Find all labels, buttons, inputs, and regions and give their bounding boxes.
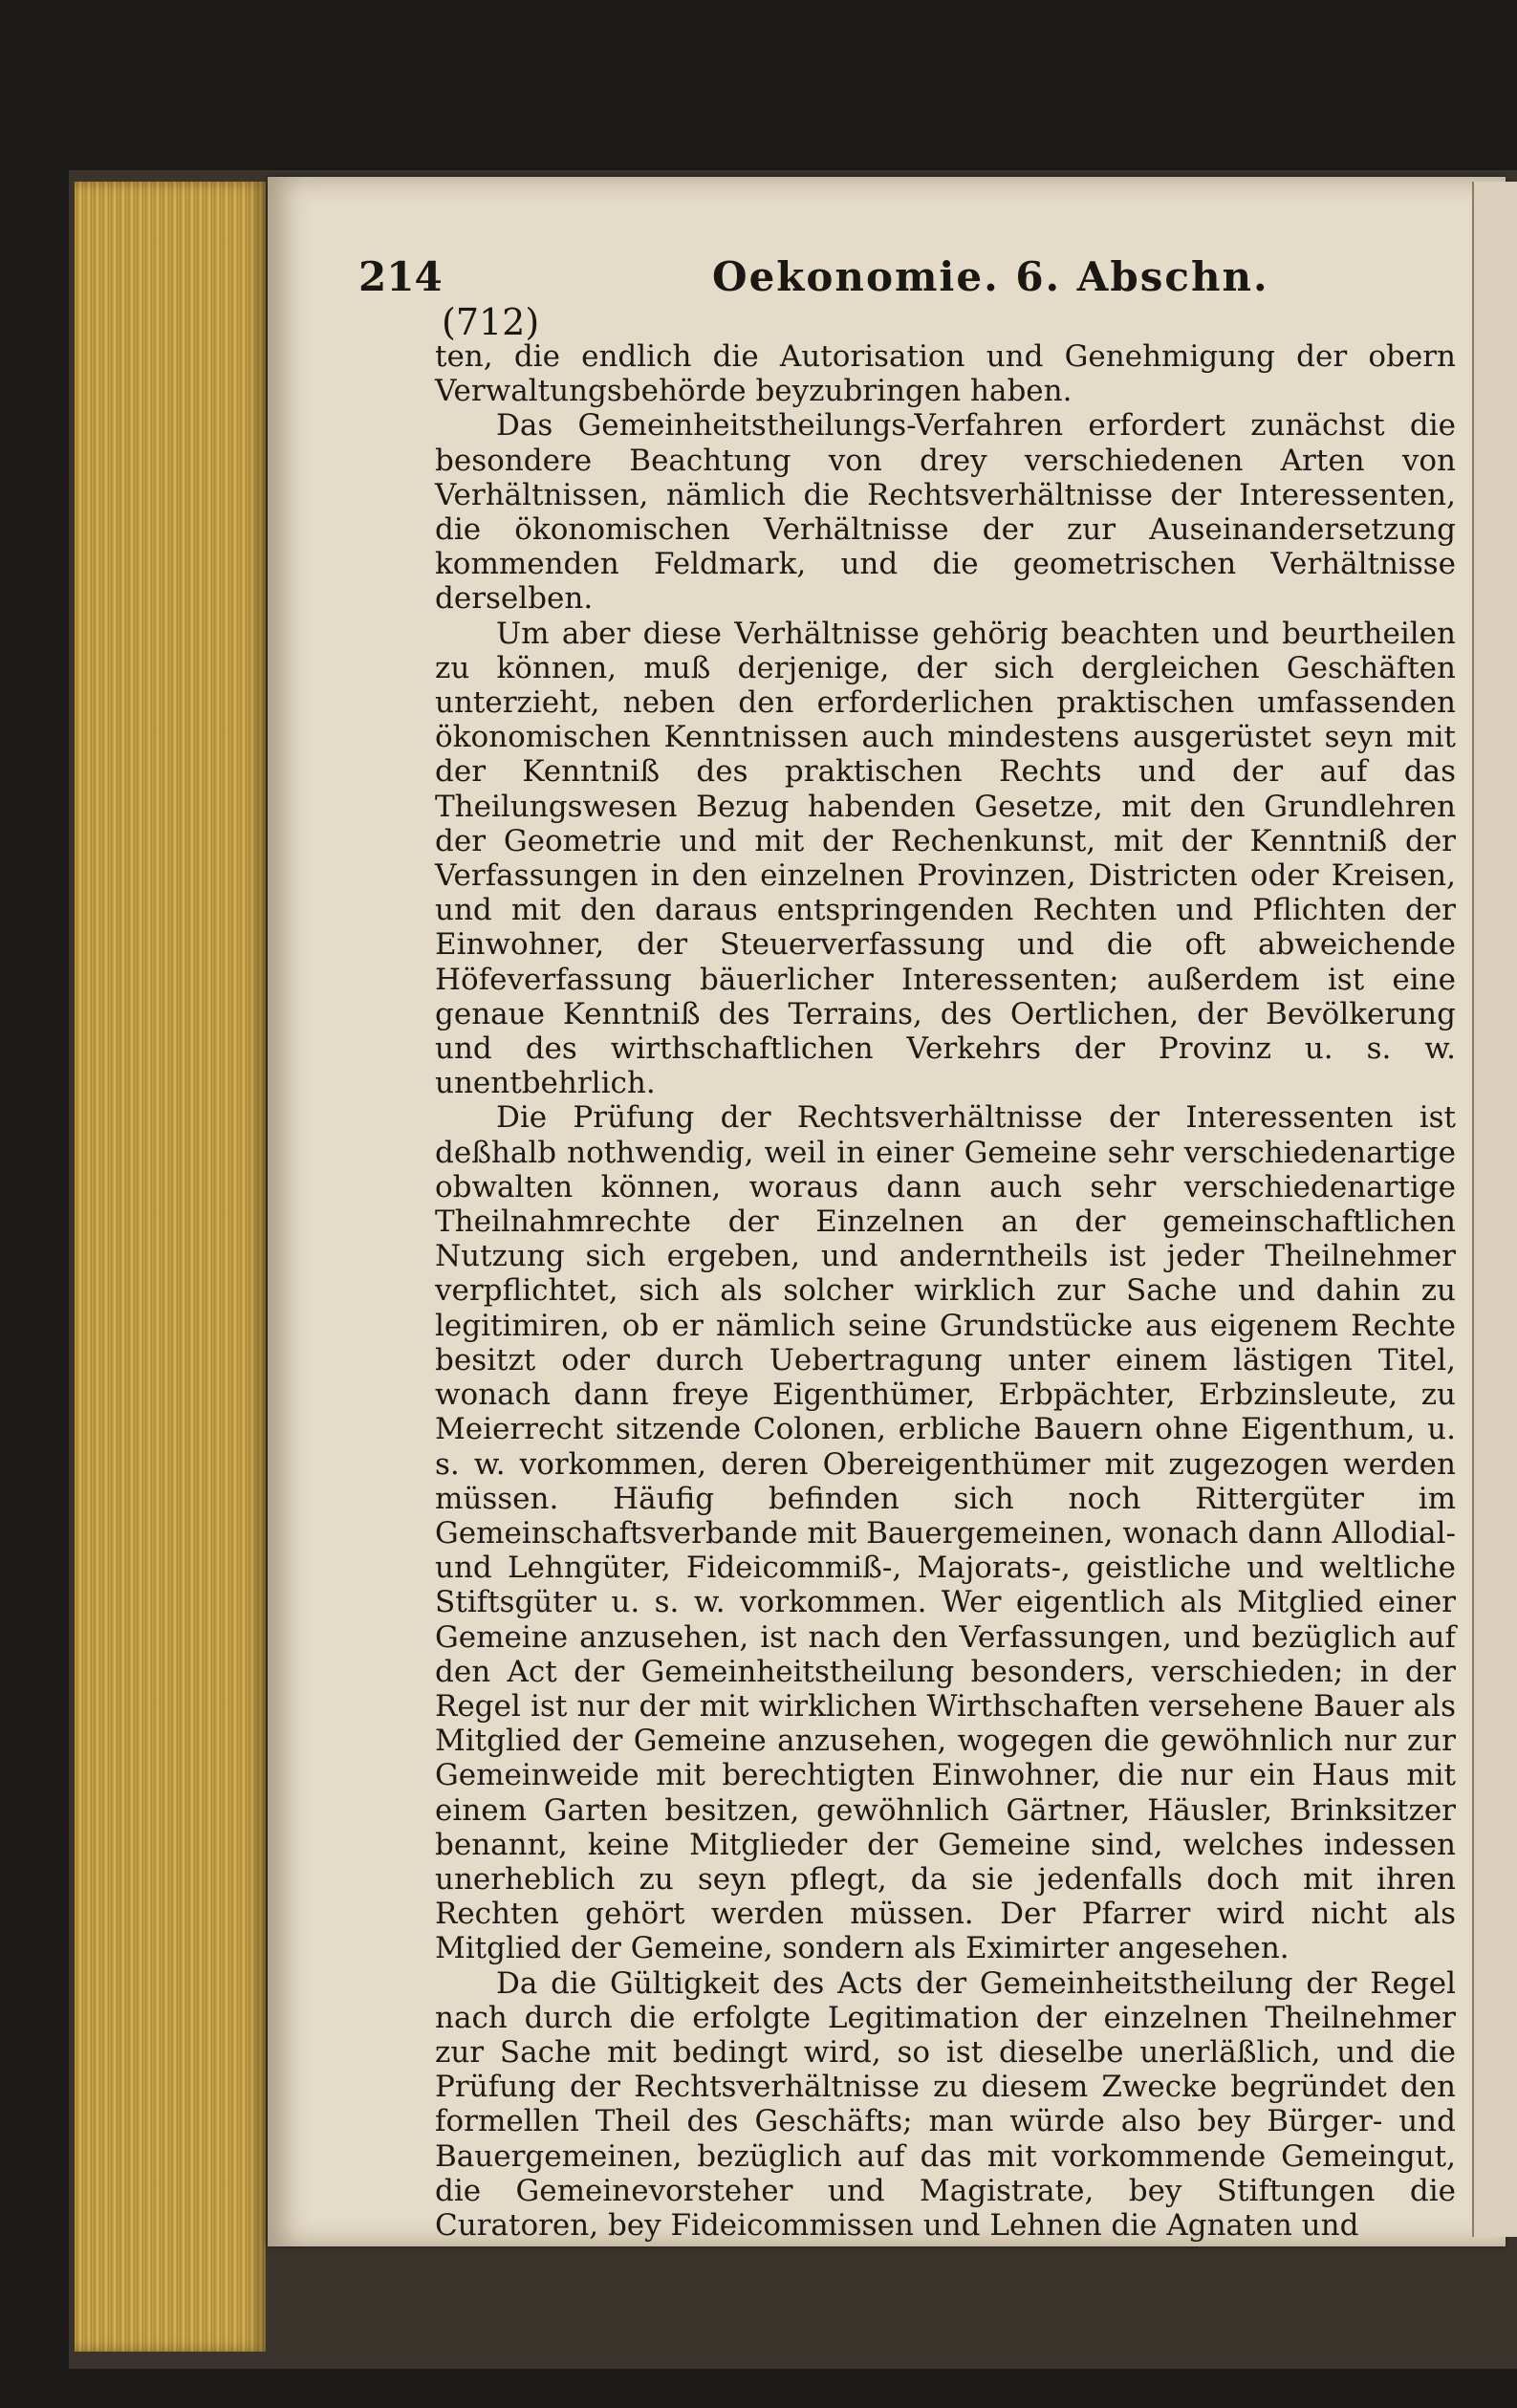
running-title: Oekonomie. 6. Abschn. — [712, 253, 1269, 300]
paragraph-3: Um aber diese Verhältnisse gehörig beachten und beurtheilen zu können, muß derjenige, der sich dergleichen Geschäften unterzieht, neben den erforderlichen praktischen umfassenden ökonomischen Kenntnissen auch mindestens ausgerüstet seyn mit der Kenntniß des praktischen Rechts und der auf das Theilungswesen Bezug habenden Gesetze, mit den Grundlehren der Geometrie und mit der Rechenkunst, mit der Kenntniß der Verfassungen in den einzelnen Provinzen, Districten oder Kreisen, und mit den daraus entspringenden Rechten und Pflichten der Einwohner, der Steuerverfassung und die oft abweichende Höfeverfassung bäuerlicher Interessenten; außerdem ist eine genaue Kenntniß des Terrains, des Oertlichen, der Bevölkerung und des wirthschaftlichen Verkehrs der Provinz u. s. w. unentbehrlich. — [435, 616, 1456, 1101]
paragraph-4: Die Prüfung der Rechtsverhältnisse der Interessenten ist deßhalb nothwendig, weil in einer Gemeine sehr verschiedenartige obwalten können, woraus dann auch sehr verschiedenartige Theilnahmrechte der Einzelnen an der gemeinschaftlichen Nutzung sich ergeben, und anderntheils ist jeder Theilnehmer verpflichtet, sich als solcher wirklich zur Sache und dahin zu legitimiren, ob er nämlich seine Grundstücke aus eigenem Rechte besitzt oder durch Uebertragung unter einem lästigen Titel, wonach dann freye Eigenthümer, Erbpächter, Erbzinsleute, zu Meierrecht sitzende Colonen, erbliche Bauern ohne Eigenthum, u. s. w. vorkommen, deren Obereigenthümer mit zugezogen werden müssen. Häufig befinden sich noch Rittergüter im Gemeinschaftsverbande mit Bauergemeinen, wonach dann Allodial- und Lehngüter, Fideicommiß-, Majorats-, geistliche und weltliche Stiftsgüter u. s. w. vorkommen. Wer eigentlich als Mitglied einer Gemeine anzusehen, ist nach den Verfassungen, und bezüglich auf den Act der Gemeinheitstheilung besonders, verschieden; in der Regel ist nur der mit wirklichen Wirthschaften versehene Bauer als Mitglied der Gemeine anzusehen, wogegen die gewöhnlich nur zur Gemeinweide mit berechtigten Einwohner, die nur ein Haus mit einem Garten besitzen, gewöhnlich Gärtner, Häusler, Brinksitzer benannt, keine Mitglieder der Gemeine sind, welches indessen unerheblich zu seyn pflegt, da sie jedenfalls doch mit ihren Rechten gehört werden müssen. Der Pfarrer wird nicht als Mitglied der Gemeine, sondern als Eximirter angesehen. — [435, 1100, 1456, 1966]
next-page-edge — [1472, 182, 1517, 2237]
section-number: (712) — [442, 301, 540, 343]
paragraph-2: Das Gemeinheitstheilungs-Verfahren erfordert zunächst die besondere Beachtung von drey verschiedenen Arten von Verhältnissen, nämlich die Rechtsverhältnisse der Interessenten, die ökonomischen Verhältnisse der zur Auseinandersetzung kommenden Feldmark, und die geometrischen Verhältnisse derselben. — [435, 408, 1456, 617]
body-text — [435, 339, 1456, 2243]
page-edges — [75, 182, 266, 2352]
page-number: 214 — [358, 253, 443, 300]
paragraph-1: ten, die endlich die Autorisation und Genehmigung der obern Verwaltungsbehörde beyzubringen haben. — [435, 339, 1456, 409]
paragraph-5: Da die Gültigkeit des Acts der Gemeinheitstheilung der Regel nach durch die erfolgte Legitimation der einzelnen Theilnehmer zur Sache mit bedingt wird, so ist dieselbe unerläßlich, und die Prüfung der Rechtsverhältnisse zu diesem Zwecke begründet den formellen Theil des Geschäfts; man würde also bey Bürger- und Bauergemeinen, bezüglich auf das mit vorkommende Gemeingut, die Gemeinevorsteher und Magistrate, bey Stiftungen die Curatoren, bey Fideicommissen und Lehnen die Agnaten und — [435, 1965, 1456, 2243]
